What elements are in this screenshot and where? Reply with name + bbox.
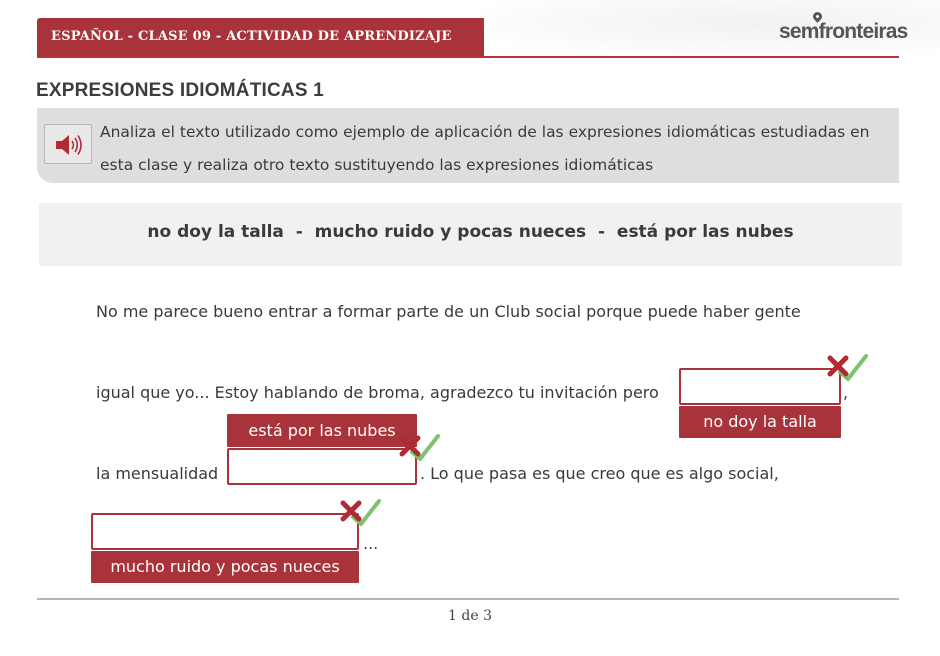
instruction-text: Analiza el texto utilizado como ejemplo de aplicación de las expresiones idiomáticas estudiadas en esta clase y realiza otro texto sustituyendo las expresiones idiomáticas (100, 123, 870, 174)
exercise-line-3-end: . Lo que pasa es que creo que es algo social, (420, 464, 779, 483)
course-title: ESPAÑOL - CLASE 09 - ACTIVIDAD DE APRENDIZAJE (51, 29, 452, 44)
answer-chip-blank-2[interactable]: está por las nubes (227, 414, 417, 447)
blank-2-field[interactable] (227, 448, 417, 485)
check-cross-icon (826, 352, 868, 382)
exercise-line-3-start: la mensualidad (96, 464, 219, 483)
answer-chip-blank-3[interactable]: mucho ruido y pocas nueces (91, 551, 359, 583)
course-title-bar (37, 18, 484, 57)
answer-chip-blank-1[interactable]: no doy la talla (679, 406, 841, 438)
blank-1-field[interactable] (679, 368, 841, 405)
exercise-line-2-end: , (843, 383, 849, 402)
expressions-list: no doy la talla - mucho ruido y pocas nueces - está por las nubes (147, 222, 794, 242)
page-indicator: 1 de 3 (448, 608, 492, 624)
page-title: EXPRESIONES IDIOMÁTICAS 1 (36, 80, 324, 101)
footer-divider (37, 598, 899, 600)
check-cross-icon (398, 432, 440, 462)
exercise-line-2: igual que yo... Estoy hablando de broma, agradezco tu invitación pero (96, 383, 659, 402)
brand-logo: semfronteiras (779, 20, 908, 43)
audio-play-button[interactable] (44, 124, 92, 164)
expressions-bank (39, 203, 902, 266)
check-cross-icon (339, 497, 381, 527)
blank-3-field[interactable] (91, 513, 359, 550)
exercise-line-1: No me parece bueno entrar a formar parte de un Club social porque puede haber gente (96, 302, 801, 321)
speaker-icon (54, 132, 84, 158)
exercise-line-4-end: ... (363, 534, 379, 553)
header-divider (37, 56, 899, 58)
